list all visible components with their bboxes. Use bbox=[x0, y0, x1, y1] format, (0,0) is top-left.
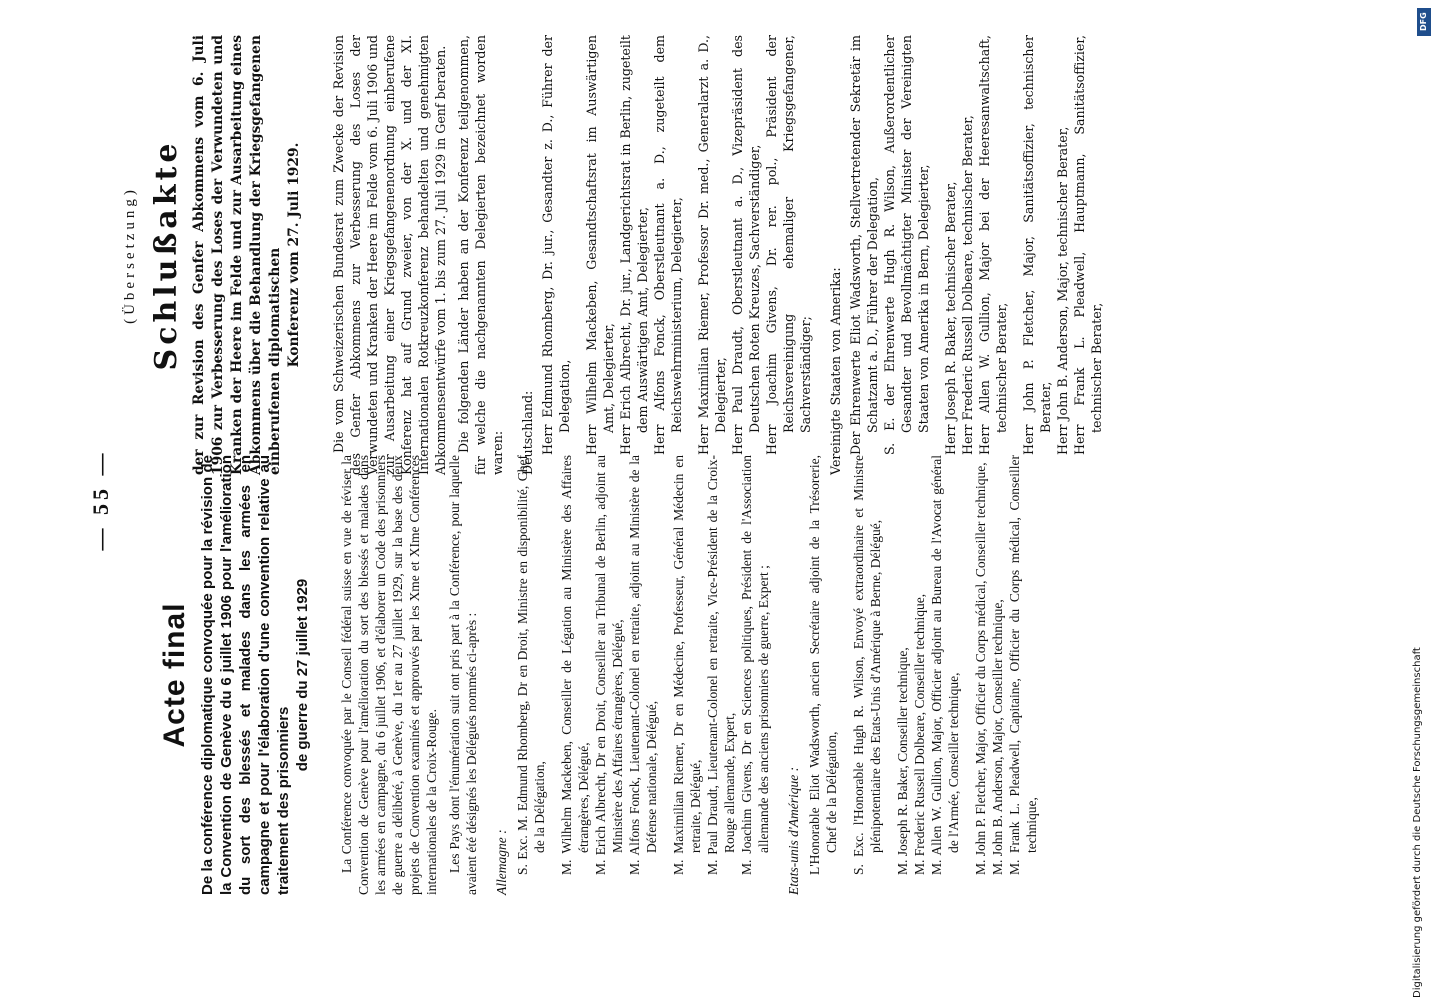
german-heading-text: der zur Revision des Genfer Abkommens vom 6. Juli 1906 zur Verbesserung des Loses der Verwundeten und Kranken der Heere im Felde und zur Ausarbeitung eines Abkommens über die Behandlung der Kriegsgefangenen einberufenen diplomatischen bbox=[191, 35, 283, 475]
german-title: Schlußakte bbox=[149, 139, 184, 371]
german-delegate: Herr Joseph R. Baker, technischer Berater, bbox=[943, 181, 958, 455]
french-paragraph-1: La Conférence convoquée par le Conseil fédéral suisse en vue de réviser la Convention de Genève pour l'amélioration du sort des blessés et malades dans les armées en campagne, du 6 juillet 1906, et d'élaborer un Code des prisonniers de guerre a délibéré, à Genève, du 1er au 27 juillet 1929, sur la base des deux projets de Convention examinés et approuvés par les Xme et XIme Conférences internationales de la Croix-Rouge. bbox=[339, 455, 439, 895]
german-subtitle: (Übersetzung) bbox=[122, 186, 138, 324]
french-delegate: M. Frederic Russell Dolbeare, Conseiller technique, bbox=[912, 593, 927, 875]
french-delegate: M. John B. Anderson, Major, Conseiller technique, bbox=[990, 599, 1005, 875]
french-delegate: S. Exc. l'Honorable Hugh R. Wilson, Envoyé extraordinaire et Ministre plénipotentiaire des Etats-Unis d'Amérique à Berne, Délégué, bbox=[851, 455, 883, 875]
german-delegate: Der Ehrenwerte Eliot Wadsworth, Stellvertretender Sekretär im Schatzamt a. D., Führer der Delegation, bbox=[848, 35, 880, 455]
french-paragraph-2: Les Pays dont l'énumération suit ont pris part à la Conférence, pour laquelle avaient été désignés les Délégués nommés ci-après : bbox=[447, 455, 479, 895]
german-delegate: Herr Erich Albrecht, Dr. jur., Landgerichtsrat in Berlin, zugeteilt dem Auswärtigen Amt, Delegierter, bbox=[618, 35, 650, 455]
german-paragraph-1: Die vom Schweizerischen Bundesrat zum Zwecke der Revision des Genfer Abkommens zur Verbesserung des Loses der Verwundeten und Kranken der Heere im Felde vom 6. Juli 1906 und zur Ausarbeitung einer Kriegsgefangenenordnung einberufene Konferenz hat auf Grund zweier, von der X. und der XI. Internationalen Rotkreuzkonferenz behandelten und genehmigten Abkommensentwürfe vom 1. bis zum 27. Juli 1929 in Genf beraten. bbox=[331, 35, 448, 475]
german-delegate: Herr Joachim Givens, Dr. rer. pol., Präsident der Reichsvereinigung ehemaliger Kriegsgefangener, Sachverständiger; bbox=[764, 35, 813, 455]
document-page bbox=[60, 0, 1350, 1000]
german-delegate: Herr Wilhelm Mackeben, Gesandtschaftsrat im Auswärtigen Amt, Delegierter, bbox=[584, 35, 616, 455]
french-title: Acte final bbox=[158, 602, 191, 748]
german-delegate: Herr Frank L. Pleadwell, Hauptmann, Sanitätsoffizier, technischer Berater, bbox=[1072, 35, 1104, 455]
french-heading-last: de guerre du 27 juillet 1929 bbox=[294, 578, 311, 772]
french-delegate: M. Joseph R. Baker, Conseiller technique, bbox=[895, 647, 910, 875]
french-delegate: S. Exc. M. Edmund Rhomberg, Dr en Droit, Ministre en disponibilité, Chef de la Délégation, bbox=[515, 455, 547, 875]
french-delegate: M. Wilhelm Mackeben, Conseiller de Légation au Ministère des Affaires étrangères, Délégué, bbox=[559, 455, 591, 875]
french-column bbox=[122, 455, 1040, 895]
german-country-heading: Vereinigte Staaten von Amerika: bbox=[828, 267, 843, 475]
french-delegate: M. Maximilian Riemer, Dr en Médecine, Professeur, Général Médecin en retraite, Délégué, bbox=[671, 455, 703, 875]
german-delegate: Herr John B. Anderson, Major, technischer Berater, bbox=[1055, 126, 1070, 455]
dfg-logo: DFG bbox=[1417, 8, 1431, 36]
german-delegate: Herr Frederic Russell Dolbeare, technischer Berater, bbox=[960, 115, 975, 455]
german-delegate: Herr Maximilian Riemer, Professor Dr. med., Generalarzt a. D., Delegierter, bbox=[696, 35, 728, 455]
french-delegate: M. Paul Draudt, Lieutenant-Colonel en retraite, Vice-Président de la Croix-Rouge allemande, Expert, bbox=[705, 455, 737, 875]
german-delegate: Herr John P. Fletcher, Major, Sanitätsoffizier, technischer Berater, bbox=[1021, 35, 1053, 455]
page-number: — 55 — bbox=[88, 449, 113, 551]
german-delegate: S. E. der Ehrenwerte Hugh R. Wilson, Außerordentlicher Gesandter und Bevollmächtigter Minister der Vereinigten Staaten von Amerika in Bern, Delegierter, bbox=[882, 35, 931, 455]
french-delegate: M. Joachim Givens, Dr en Sciences politiques, Président de l'Association allemande des anciens prisonniers de guerre, Expert ; bbox=[739, 455, 771, 875]
german-heading-last: Konferenz vom 27. Juli 1929. bbox=[286, 142, 302, 368]
french-country-heading: Allemagne : bbox=[494, 829, 509, 895]
french-delegate: M. John P. Fletcher, Major, Officier du Corps médical, Conseiller technique, bbox=[973, 462, 988, 875]
french-country-heading: Etats-unis d'Amérique : bbox=[786, 766, 801, 895]
german-heading bbox=[190, 35, 304, 475]
digitization-notice bbox=[1404, 8, 1430, 998]
french-heading-text: De la conférence diplomatique convoquée pour la révision de la Convention de Genève du 6 juillet 1906 pour l'amélioration du sort des blessés et malades dans les armées en campagne et pour l'élaboration d'une convention relative au traitement des prisonniers bbox=[199, 455, 292, 895]
german-delegate: Herr Edmund Rhomberg, Dr. jur., Gesandter z. D., Führer der Delegation, bbox=[540, 35, 572, 455]
digitization-text: Digitalisierung gefördert durch die Deutsche Forschungsgemeinschaft bbox=[1412, 647, 1423, 998]
german-delegate: Herr Alfons Fonck, Oberstleutnant a. D., zugeteilt dem Reichswehrministerium, Delegierter, bbox=[652, 35, 684, 455]
french-delegate: L'Honorable Eliot Wadsworth, ancien Secrétaire adjoint de la Trésorerie, Chef de la Délégation, bbox=[807, 455, 839, 875]
french-delegate: M. Erich Albrecht, Dr en Droit, Conseiller au Tribunal de Berlin, adjoint au Ministère des Affaires étrangères, Délégué, bbox=[593, 455, 625, 875]
french-delegate: M. Alfons Fonck, Lieutenant-Colonel en retraite, adjoint au Ministère de la Défense nationale, Délégué, bbox=[627, 455, 659, 875]
german-delegate: Herr Paul Draudt, Oberstleutnant a. D., Vizepräsident des Deutschen Roten Kreuzes, Sachverständiger, bbox=[730, 35, 762, 455]
french-delegate: M. Frank L. Pleadwell, Capitaine, Officier du Corps médical, Conseiller technique, bbox=[1007, 455, 1039, 875]
german-column bbox=[122, 35, 1105, 475]
german-paragraph-2: Die folgenden Länder haben an der Konferenz teilgenommen, für welche die nachgenannten Delegierten bezeichnet worden waren: bbox=[456, 35, 505, 475]
german-country-heading: Deutschland: bbox=[520, 390, 535, 475]
french-delegate: M. Allen W. Gullion, Major, Officier adjoint au Bureau de l'Avocat général de l'Armée, Conseiller technique, bbox=[929, 455, 961, 875]
german-delegate: Herr Allen W. Gullion, Major bei der Heeresanwaltschaft, technischer Berater, bbox=[977, 35, 1009, 455]
french-heading bbox=[198, 455, 312, 895]
